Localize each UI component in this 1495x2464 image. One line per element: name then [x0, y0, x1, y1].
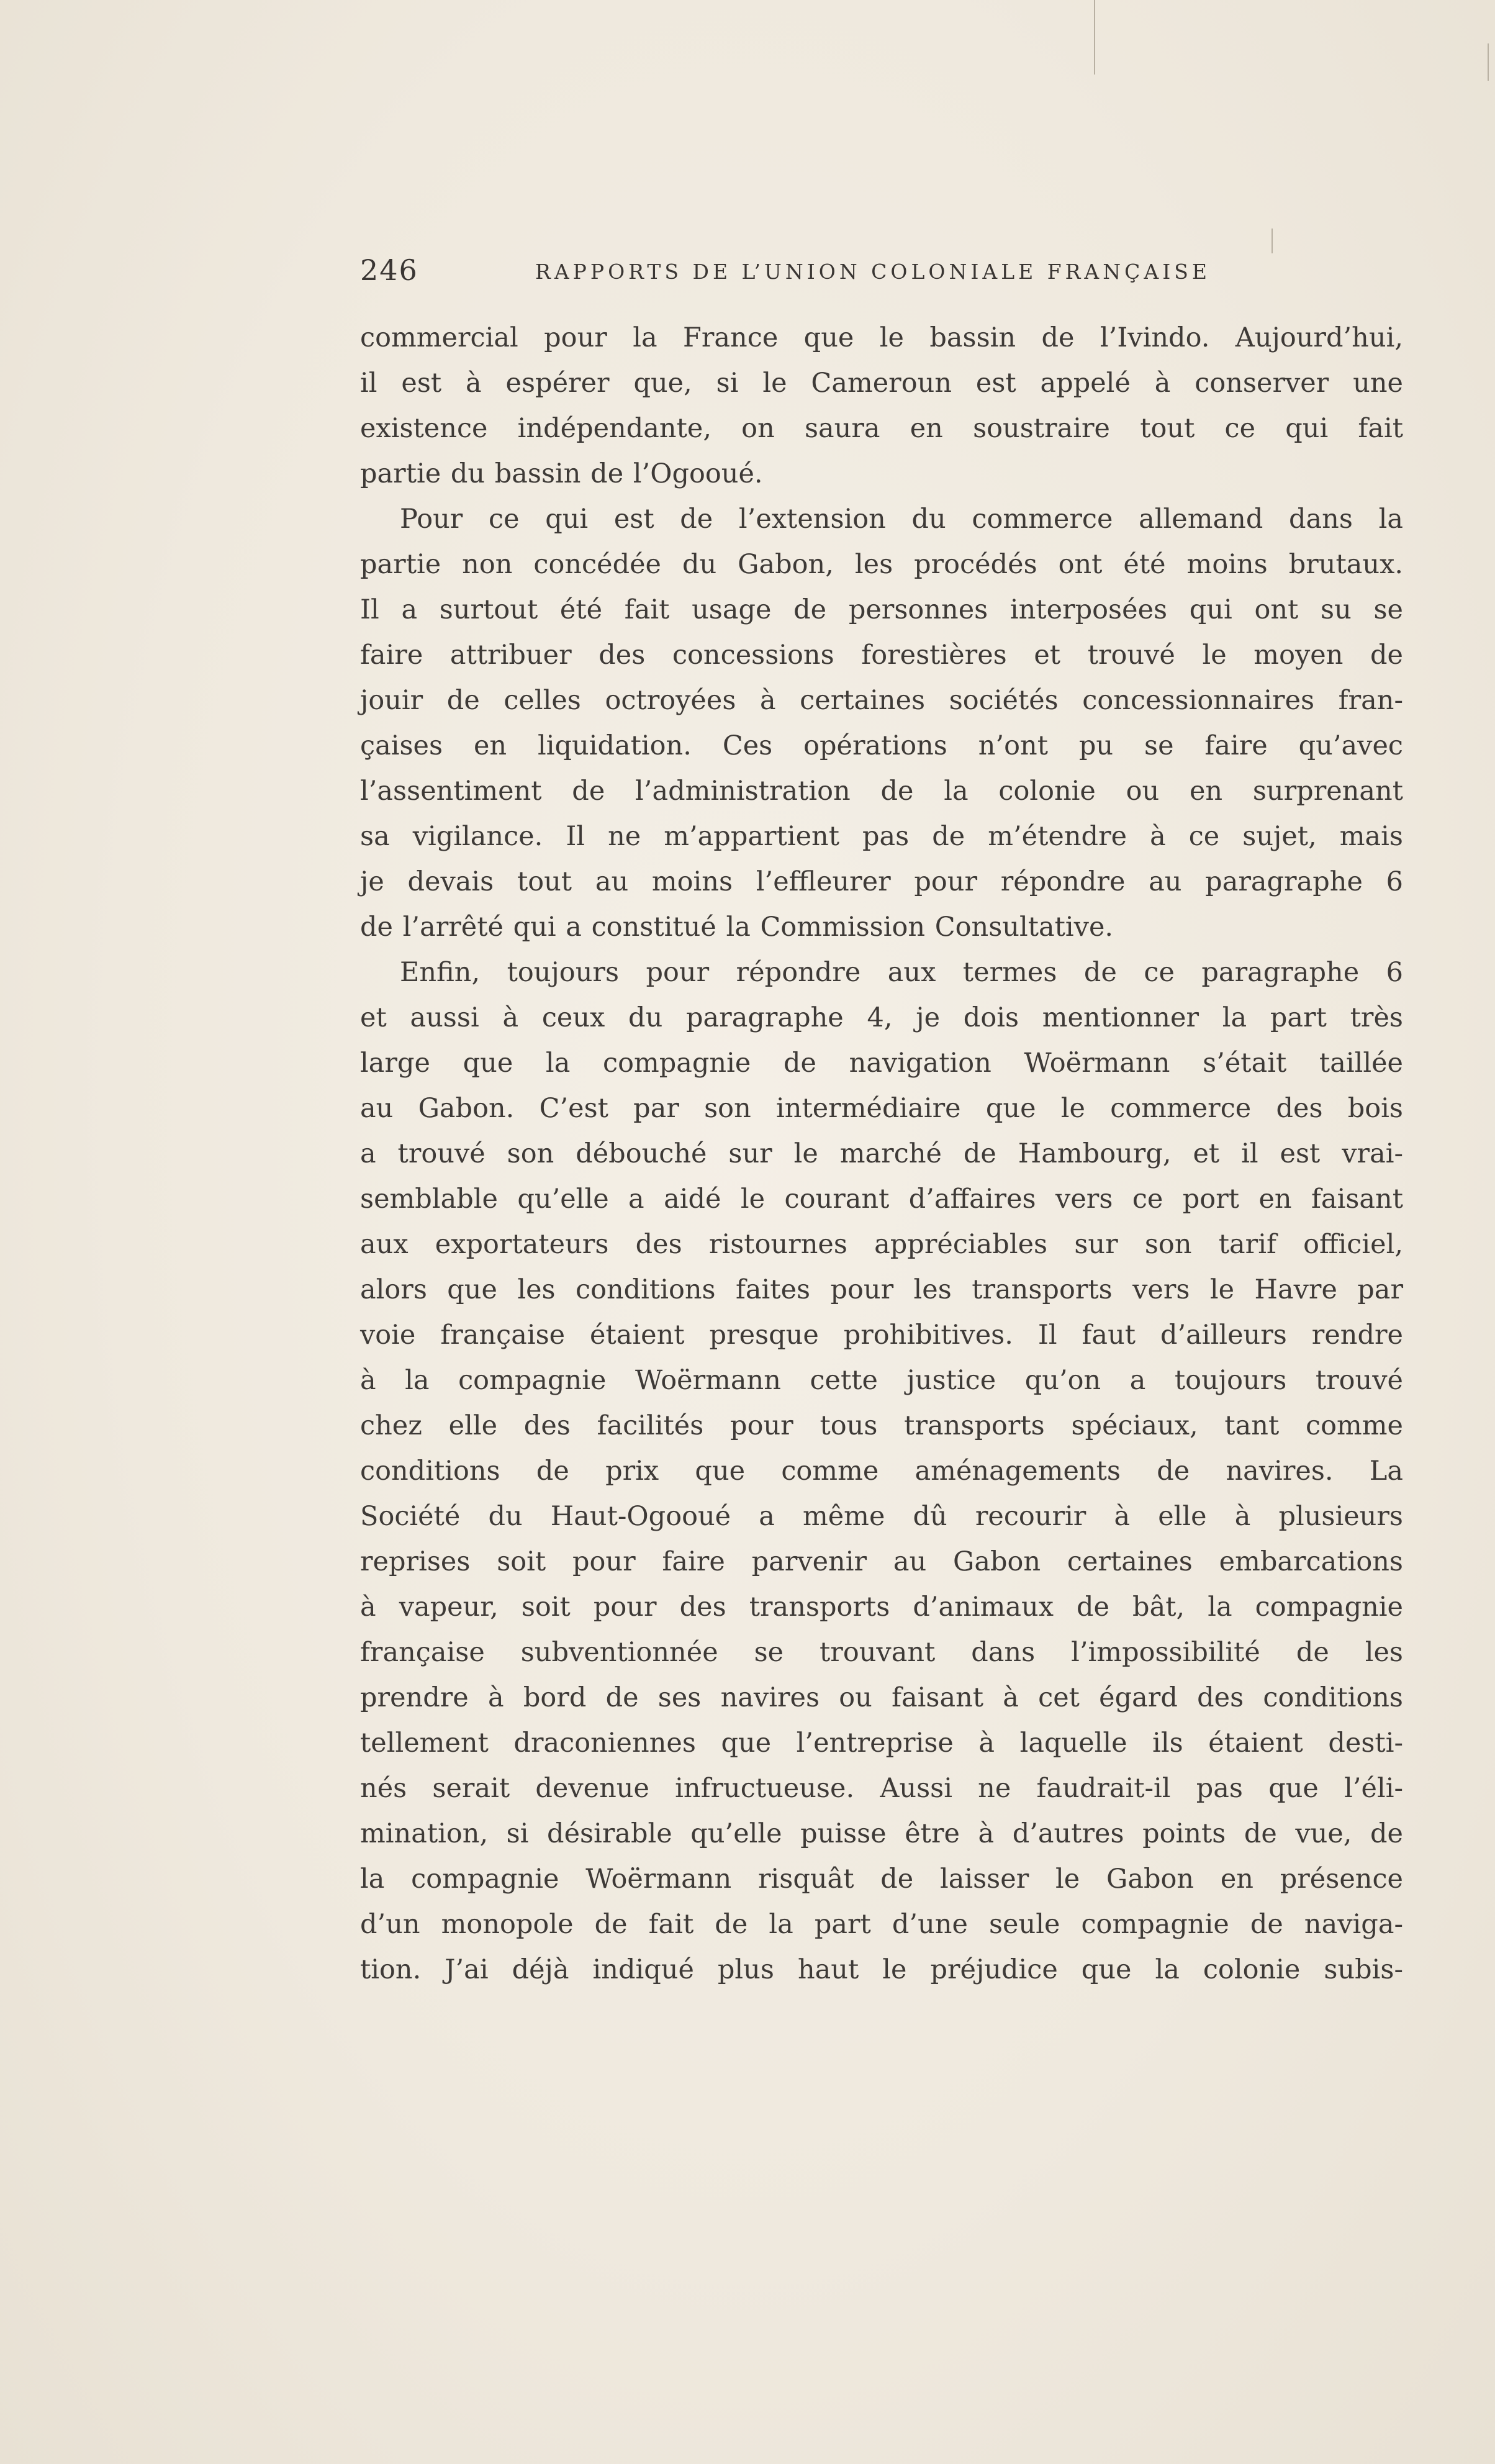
text-line: Société du Haut-Ogooué a même dû recourir à elle à plusieurs: [360, 1501, 1403, 1532]
body-text: [360, 315, 1403, 1993]
text-line: commercial pour la France que le bassin de l’Ivindo. Aujourd’hui,: [360, 322, 1403, 353]
text-line: alors que les conditions faites pour les transports vers le Havre par: [360, 1274, 1403, 1305]
text-line: au Gabon. C’est par son intermédiaire que le commerce des bois: [360, 1093, 1403, 1124]
text-line: et aussi à ceux du paragraphe 4, je dois mentionner la part très: [360, 1002, 1403, 1033]
text-line: d’un monopole de fait de la part d’une seule compagnie de naviga-: [360, 1909, 1403, 1940]
text-line: prendre à bord de ses navires ou faisant à cet égard des conditions: [360, 1682, 1403, 1713]
text-line: large que la compagnie de navigation Woërmann s’était taillée: [360, 1048, 1403, 1079]
text-line: existence indépendante, on saura en soustraire tout ce qui fait: [360, 413, 1403, 444]
text-line: la compagnie Woërmann risquât de laisser le Gabon en présence: [360, 1864, 1403, 1895]
text-line: faire attribuer des concessions forestières et trouvé le moyen de: [360, 640, 1403, 671]
text-line: partie non concédée du Gabon, les procédés ont été moins brutaux.: [360, 549, 1403, 580]
text-line: partie du bassin de l’Ogooué.: [360, 458, 763, 489]
text-line: aux exportateurs des ristournes appréciables sur son tarif officiel,: [360, 1229, 1403, 1260]
text-line: reprises soit pour faire parvenir au Gabon certaines embarcations: [360, 1546, 1403, 1577]
text-line: française subventionnée se trouvant dans l’impossibilité de les: [360, 1637, 1403, 1668]
text-line: Il a surtout été fait usage de personnes interposées qui ont su se: [360, 594, 1403, 625]
text-line: Pour ce qui est de l’extension du commerce allemand dans la: [400, 504, 1403, 535]
running-title: RAPPORTS DE L’UNION COLONIALE FRANÇAISE: [535, 260, 1211, 284]
text-line: sa vigilance. Il ne m’appartient pas de m’étendre à ce sujet, mais: [360, 821, 1403, 852]
text-line: voie française étaient presque prohibitives. Il faut d’ailleurs rendre: [360, 1320, 1403, 1351]
text-line: Enfin, toujours pour répondre aux termes de ce paragraphe 6: [400, 957, 1403, 988]
text-line: à vapeur, soit pour des transports d’animaux de bât, la compagnie: [360, 1592, 1403, 1623]
text-line: à la compagnie Woërmann cette justice qu’on a toujours trouvé: [360, 1365, 1403, 1396]
text-line: de l’arrêté qui a constitué la Commission Consultative.: [360, 912, 1114, 943]
text-line: jouir de celles octroyées à certaines sociétés concessionnaires fran-: [360, 685, 1403, 716]
text-line: nés serait devenue infructueuse. Aussi ne faudrait-il pas que l’éli-: [360, 1773, 1403, 1804]
text-line: chez elle des facilités pour tous transports spéciaux, tant comme: [360, 1410, 1403, 1441]
text-line: l’assentiment de l’administration de la colonie ou en surprenant: [360, 776, 1403, 807]
paper-fold-mark: [1488, 43, 1489, 81]
text-line: conditions de prix que comme aménagements de navires. La: [360, 1456, 1403, 1487]
text-line: a trouvé son débouché sur le marché de Hambourg, et il est vrai-: [360, 1138, 1403, 1169]
text-line: mination, si désirable qu’elle puisse être à d’autres points de vue, de: [360, 1818, 1403, 1849]
paper-fold-mark: [1094, 0, 1095, 75]
text-line: çaises en liquidation. Ces opérations n’ont pu se faire qu’avec: [360, 730, 1403, 761]
text-line: semblable qu’elle a aidé le courant d’affaires vers ce port en faisant: [360, 1184, 1403, 1215]
page-header: [360, 253, 1403, 291]
text-line: tion. J’ai déjà indiqué plus haut le préjudice que la colonie subis-: [360, 1954, 1403, 1985]
text-line: tellement draconiennes que l’entreprise à laquelle ils étaient desti-: [360, 1728, 1403, 1759]
text-line: il est à espérer que, si le Cameroun est appelé à conserver une: [360, 368, 1403, 399]
page-number: 246: [360, 253, 418, 287]
text-line: je devais tout au moins l’effleurer pour répondre au paragraphe 6: [360, 866, 1403, 897]
paper-fold-mark: [1271, 229, 1273, 253]
